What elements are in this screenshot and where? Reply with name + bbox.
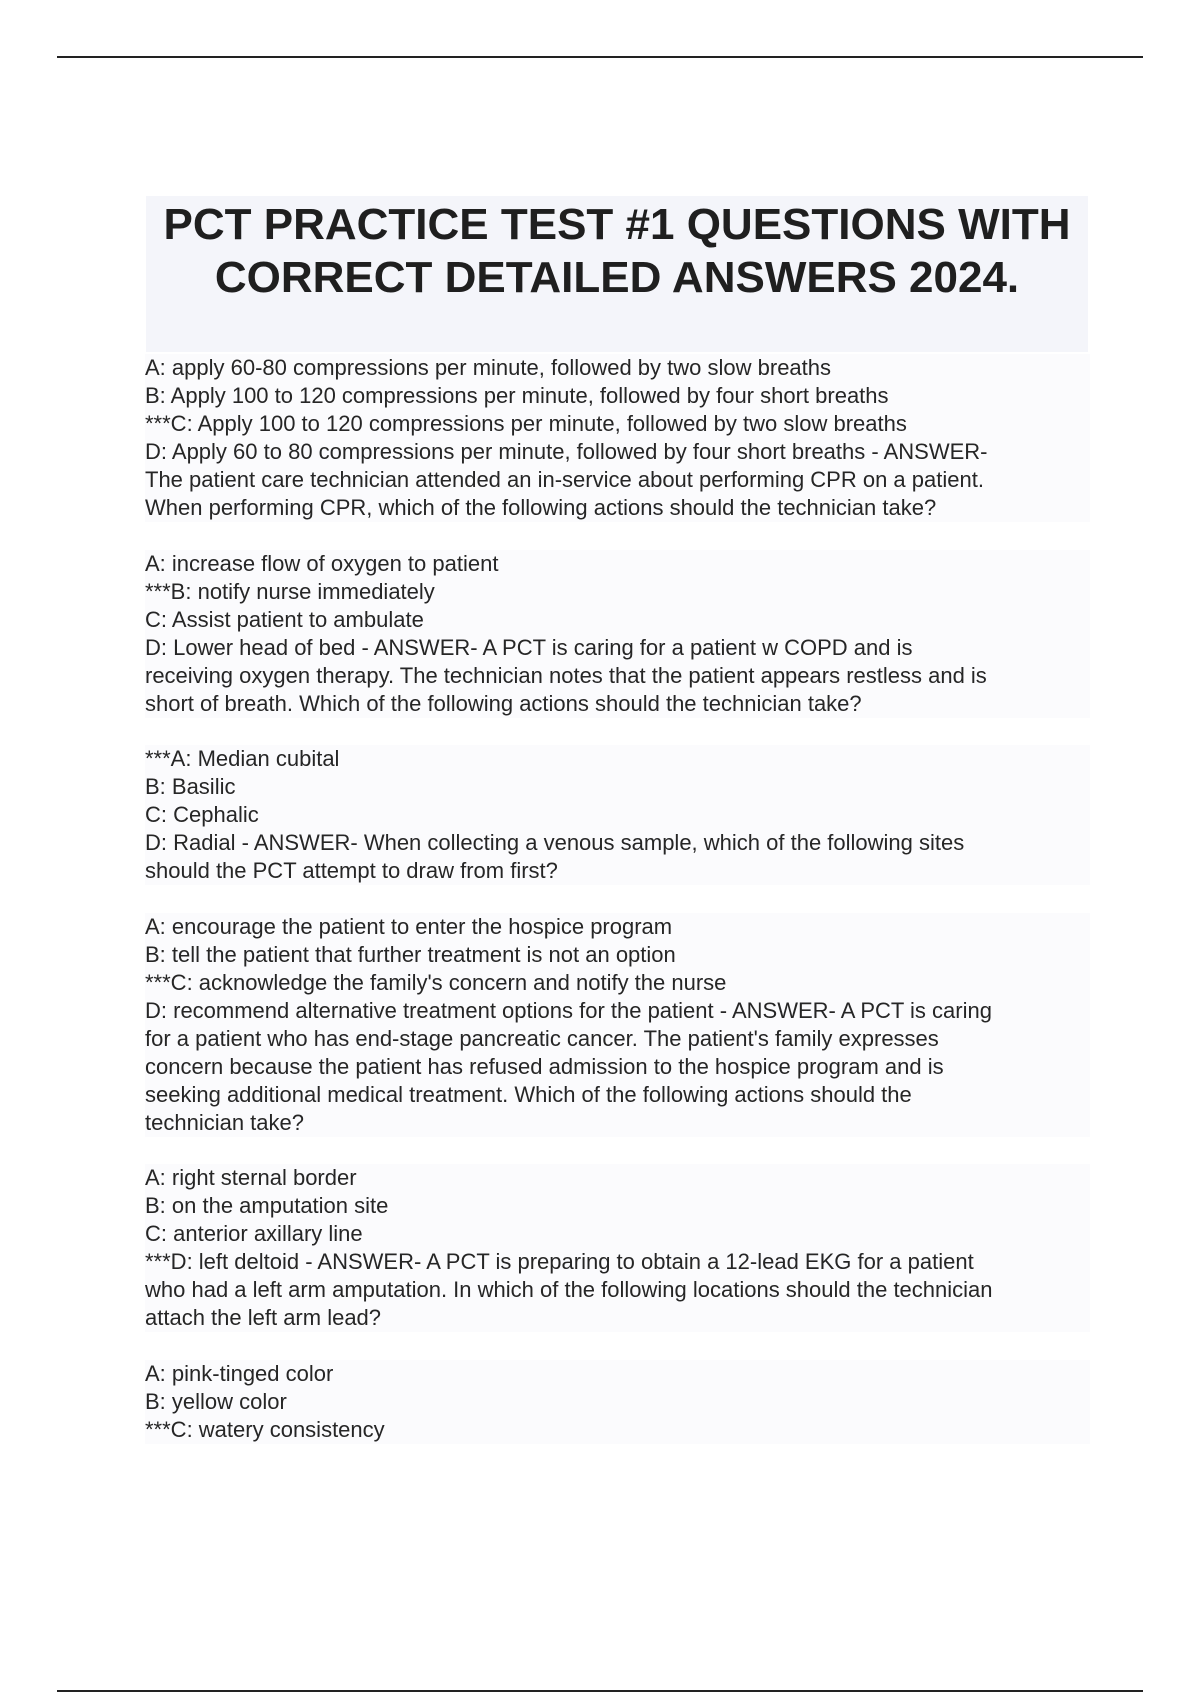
question-text-line: should the PCT attempt to draw from first? (145, 858, 558, 883)
question-text-line: B: yellow color (145, 1388, 287, 1414)
question-text-line: for a patient who has end-stage pancreatic cancer. The patient's family expresses (145, 1025, 939, 1051)
question-list (145, 354, 1090, 1471)
question-text-line: who had a left arm amputation. In which of the following locations should the technician (145, 1277, 993, 1302)
question-text-line: A: right sternal border (145, 1165, 357, 1190)
question-text-line: A: increase flow of oxygen to patient (145, 550, 499, 576)
question-text-line: ***B: notify nurse immediately (145, 578, 435, 604)
question-block (145, 745, 1090, 885)
question-text-line: When performing CPR, which of the following actions should the technician take? (145, 495, 937, 520)
question-text-line: B: tell the patient that further treatment is not an option (145, 941, 676, 967)
question-text-line: A: apply 60-80 compressions per minute, followed by two slow breaths (145, 355, 832, 380)
top-divider (57, 56, 1143, 58)
question-text-line: C: Cephalic (145, 802, 259, 827)
question-text-line: ***C: watery consistency (145, 1416, 385, 1442)
question-block (145, 1164, 1090, 1332)
question-text-line: The patient care technician attended an in-service about performing CPR on a patient. (145, 467, 984, 492)
question-block (145, 354, 1090, 522)
question-text-line: D: Lower head of bed - ANSWER- A PCT is caring for a patient w COPD and is (145, 634, 913, 660)
question-text-line: ***C: Apply 100 to 120 compressions per minute, followed by two slow breaths (145, 411, 907, 436)
question-text-line: D: Apply 60 to 80 compressions per minute, followed by four short breaths - ANSWER- (145, 439, 988, 464)
question-text-line: ***A: Median cubital (145, 746, 340, 771)
question-text-line: concern because the patient has refused admission to the hospice program and is (145, 1053, 944, 1079)
question-text-line: C: Assist patient to ambulate (145, 606, 424, 632)
question-text-line: B: Apply 100 to 120 compressions per minute, followed by four short breaths (145, 383, 889, 408)
question-text-line: A: encourage the patient to enter the hospice program (145, 913, 673, 939)
question-block (145, 1360, 1090, 1444)
question-text-line: short of breath. Which of the following actions should the technician take? (145, 690, 862, 716)
question-text-line: A: pink-tinged color (145, 1360, 334, 1386)
question-text-line: technician take? (145, 1109, 304, 1135)
question-text-line: ***C: acknowledge the family's concern and notify the nurse (145, 969, 727, 995)
question-text-line: B: Basilic (145, 774, 236, 799)
question-text-line: B: on the amputation site (145, 1193, 389, 1218)
question-block (145, 550, 1090, 718)
document-title: PCT PRACTICE TEST #1 QUESTIONS WITH CORRECT DETAILED ANSWERS 2024. (163, 200, 1071, 302)
question-text-line: receiving oxygen therapy. The technician notes that the patient appears restless and is (145, 662, 987, 688)
title-banner (146, 196, 1088, 352)
bottom-divider (57, 1690, 1143, 1692)
question-text-line: attach the left arm lead? (145, 1305, 382, 1330)
question-text-line: seeking additional medical treatment. Which of the following actions should the (145, 1081, 912, 1107)
question-block (145, 913, 1090, 1137)
question-text-line: ***D: left deltoid - ANSWER- A PCT is preparing to obtain a 12-lead EKG for a patient (145, 1249, 974, 1274)
question-text-line: D: Radial - ANSWER- When collecting a venous sample, which of the following sites (145, 830, 965, 855)
question-text-line: D: recommend alternative treatment options for the patient - ANSWER- A PCT is caring (145, 997, 992, 1023)
question-text-line: C: anterior axillary line (145, 1221, 363, 1246)
